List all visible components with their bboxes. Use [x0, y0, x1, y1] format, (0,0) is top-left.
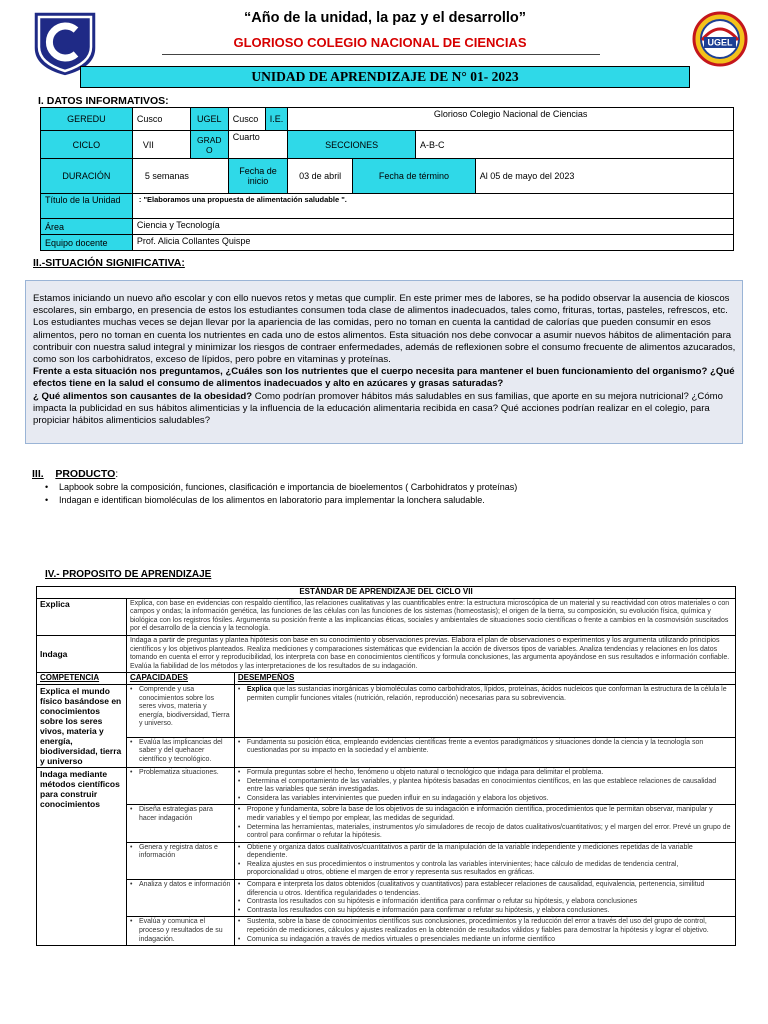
competencia-indaga: Indaga mediante métodos científicos para construir conocimientos [37, 767, 127, 945]
desempeno-item: • Fundamenta su posición ética, empleando evidencias científicas frente a eventos paradigmáticos y situaciones donde la ciencia y la tecnología son cuestionadas por su impacto en la sociedad y el ambiente. [238, 739, 732, 756]
document-header [0, 0, 768, 70]
col-header-capacidades: CAPACIDADES [126, 673, 234, 685]
estandar-indaga-label: Indaga [37, 635, 127, 672]
secciones-value: A-B-C [415, 131, 733, 159]
capacidad-item: • Comprende y usa conocimientos sobre los seres vivos, materia y energía, biodiversidad, Tierra y universo. [130, 686, 231, 729]
ugel-label: UGEL [190, 108, 228, 131]
duracion-label: DURACIÓN [41, 159, 133, 194]
capacidad-item: • Evalúa y comunica el proceso y resultados de su indagación. [130, 918, 231, 944]
desempeno-item: • Propone y fundamenta, sobre la base de los objetivos de su indagación e información científica, procedimientos que le permitan observar, manipular y medir variables y el tiempo por emplear, las medidas de seguridad. [238, 806, 732, 823]
desempeno-bold-verb: Explica [246, 685, 272, 693]
capacidad-item: • Evalúa las implicancias del saber y del quehacer científico y tecnológico. [130, 739, 231, 765]
estandar-header: ESTÁNDAR DE APRENDIZAJE DEL CICLO VII [37, 587, 736, 599]
situacion-question-rest: Como podrían promover hábitos más saludables en sus familias, que aporte en su mejora nutricional? ¿Cómo impacta la publicidad en sus hábitos alimenticias y la influencia de la educación alimentaria recibida en casa? Qué acciones podrían realizar en el colegio, para propiciar hábitos alimenticios saludables? [33, 390, 723, 427]
desempeno-item: • Contrasta los resultados con su hipótesis e información para confirmar o refutar su hipótesis, y elabora conclusiones. [238, 907, 732, 916]
table-row [126, 805, 234, 842]
fecha-termino-value: Al 05 de mayo del 2023 [475, 159, 733, 194]
fecha-inicio-value: 03 de abril [288, 159, 353, 194]
gerendu-label: GEREDU [41, 108, 133, 131]
capacidad-item: • Genera y registra datos e información [130, 844, 231, 861]
desempeno-item: • Determina las herramientas, materiales, instrumentos y/o simuladores de recojo de datos cualitativos/cuantitativos; y el margen del error. Prevé un grupo de control para confirmar o refutar la hipótesis. [238, 824, 732, 841]
table-row [234, 842, 735, 879]
section-situacion-title: II.-SITUACIÓN SIGNIFICATIVA: [33, 257, 185, 269]
desempeno-item [238, 686, 732, 703]
proposito-table [36, 586, 736, 946]
ie-value: Glorioso Colegio Nacional de Ciencias [288, 108, 734, 131]
desempeno-item: • Considera las variables intervinientes que pueden influir en su indagación y elabora los objetivos. [238, 795, 732, 804]
grado-value: Cuarto [228, 131, 288, 159]
capacidad-item: • Problematiza situaciones. [130, 769, 231, 778]
table-row [234, 880, 735, 917]
datos-informativos-table [40, 107, 734, 251]
table-row [126, 917, 234, 946]
desempeno-item: • Sustenta, sobre la base de conocimientos científicos sus conclusiones, procedimientos y la reducción del error a través del uso del grupo de control, repetición de mediciones, cálculos y ajustes realizados en la obtención de resultados válidos y fiables para demostrar la hipótesis y lograr el objetivo. [238, 918, 732, 935]
estandar-explica-text: Explica, con base en evidencias con respaldo científico, las relaciones cualitativas y las cuantificables entre: la estructura microscópica de un material y su reactividad con otros materiales o con campos y ondas; la información genética, las funciones de las células con las funciones de los sistemas (homeostasis); el origen de la tierra, su composición, su evolución física, química y biológica con los registros fósiles. Argumenta su posición frente a las implicancias éticas, sociales y ambientales de situaciones socio científicas o frente a cambios en la cosmovisión suscitados por el desarrollo de la ciencia y la tecnología. [126, 598, 735, 635]
ugel-seal-logo [690, 10, 750, 68]
producto-label: PRODUCTO [55, 468, 116, 480]
desempeno-text: que las sustancias inorgánicas y biomoléculas como carbohidratos, lípidos, proteínas, ácidos nucleicos que conforman la estructura de la célula le permiten cumplir funciones vitales (nutrición, relación, reproducción) necesarias para su sobrevivencia. [246, 685, 727, 702]
year-motto: “Año de la unidad, la paz y el desarrollo” [243, 10, 526, 26]
col-header-desempenos: DESEMPEÑOS [234, 673, 735, 685]
fecha-termino-label: Fecha de término [353, 159, 476, 194]
desempeno-item: • Contrasta los resultados con su hipótesis e información identifica para confirmar o refutar su hipótesis, y elabora conclusiones [238, 898, 732, 907]
grado-label: GRADO [190, 131, 228, 159]
table-row [126, 880, 234, 917]
college-name: GLORIOSO COLEGIO NACIONAL DE CIENCIAS [233, 35, 527, 50]
ciclo-label: CICLO [41, 131, 133, 159]
titulo-unidad-value: : "Elaboramos una propuesta de alimentación saludable ". [132, 194, 733, 219]
table-row [126, 767, 234, 804]
situacion-question-bold: ¿ Qué alimentos son causantes de la obesidad? [33, 390, 253, 402]
area-label: Área [41, 219, 133, 235]
competencia-explica: Explica el mundo físico basándose en conocimientos sobre los seres vivos, materia y energía, biodiversidad, tierra y universo [37, 684, 127, 767]
estandar-indaga-text: Indaga a partir de preguntas y plantea hipótesis con base en su conocimiento y observaciones previas. Elabora el plan de observaciones o experimentos y los argumenta utilizando principios científicos y los objetivos planteados. Realiza mediciones y comparaciones sistemáticas que evidencian la acción de diversos tipos de variables. Analiza tendencias y relaciones en los datos tomando en cuenta el error y reproducibilidad, los interpreta con base en conocimientos científicos y formula conclusiones, las argumenta apoyándose en sus resultados e información confiable. Evalúa la fiabilidad de los métodos y las interpretaciones de los resultados de su indagación. [126, 635, 735, 672]
header-divider [162, 54, 600, 55]
section-producto-title [32, 468, 118, 480]
table-row [126, 842, 234, 879]
desempeno-item: • Compara e interpreta los datos obtenidos (cualitativos y cuantitativos) para establecer relaciones de causalidad, equivalencia, pertenencia, similitud diferencia u otros. Identifica regularidades o tendencias. [238, 881, 732, 898]
table-row [126, 737, 234, 767]
section-datos-title: I. DATOS INFORMATIVOS: [38, 95, 169, 107]
situacion-questions: Frente a esta situación nos preguntamos, ¿Cuáles son los nutrientes que el cuerpo necesita para mantener el buen funcionamiento del organismo? ¿Qué efectos tiene en la salud el consumo de alimentos inadecuados y alto en azúcares y grasas saturadas? [33, 366, 735, 390]
fecha-inicio-label: Fecha de inicio [228, 159, 288, 194]
producto-colon: : [115, 468, 119, 480]
ugel-value: Cusco [228, 108, 265, 131]
col-header-competencia: COMPETENCIA [37, 673, 127, 685]
table-row [234, 767, 735, 804]
gerendu-value: Cusco [132, 108, 190, 131]
situacion-paragraph: Estamos iniciando un nuevo año escolar y con ello nuevos retos y metas que cumplir. En este primer mes de labores, se ha podido observar la ausencia de kioscos escolares, sin embargo, en presencia de estos los estudiantes consumen toda clase de alimentos inadecuados, tales como, frituras, tortas, pasteles, refrescos, etc. Los estudiantes muchas veces se dejan llevar por la apariencia de las comidas, pero no toman en cuenta la cantidad de calorías que pueden consumir en esos alimentos, pero no toman en cuenta los nutrientes en cada uno de estos alimentos. Esta situación nos debe convocar a asumir nuevos hábitos de alimentación para contribuir con nuestra salud integral y minimizar los riesgos de contraer enfermedades, además de reflexionen sobre el consumo frecuente de alimentos azucarados, como son los carbohidratos, exceso de lípidos, pero pobre en vitaminas y proteínas. [33, 293, 736, 366]
capacidad-item: • Diseña estrategias para hacer indagación [130, 806, 231, 823]
situacion-questions-2 [33, 391, 736, 428]
table-row [234, 737, 735, 767]
table-row [234, 917, 735, 946]
desempeno-item: • Determina el comportamiento de las variables, y plantea hipótesis basadas en conocimientos científicos, en las que establece relaciones de causalidad entre las variables que serán investigadas. [238, 778, 732, 795]
desempeno-item: • Obtiene y organiza datos cualitativos/cuantitativos a partir de la manipulación de la variable independiente y mediciones repetidas de la variable dependiente. [238, 844, 732, 861]
table-row [234, 684, 735, 737]
producto-number: III. [32, 468, 44, 480]
area-value: Ciencia y Tecnología [132, 219, 733, 235]
producto-list [45, 481, 517, 506]
equipo-docente-label: Equipo docente [41, 235, 133, 251]
desempeno-item: • Formula preguntas sobre el hecho, fenómeno u objeto natural o tecnológico que indaga para delimitar el problema. [238, 769, 732, 778]
titulo-unidad-label: Título de la Unidad [41, 194, 133, 219]
ciclo-value: VII [132, 131, 190, 159]
secciones-label: SECCIONES [288, 131, 416, 159]
equipo-docente-value: Prof. Alicia Collantes Quispe [132, 235, 733, 251]
list-item: • Indagan e identifican biomoléculas de los alimentos en laboratorio para implementar la lonchera saludable. [45, 494, 517, 507]
ugel-logo-text: UGEL [707, 37, 733, 48]
list-item: • Lapbook sobre la composición, funciones, clasificación e importancia de bioelementos ( Carbohidratos y proteínas) [45, 481, 517, 494]
capacidad-item: • Analiza y datos e información [130, 881, 231, 890]
unit-title-banner: UNIDAD DE APRENDIZAJE DE N° 01- 2023 [80, 66, 690, 88]
table-row [234, 805, 735, 842]
table-row [126, 684, 234, 737]
ie-label: I.E. [265, 108, 288, 131]
desempeno-item: • Comunica su indagación a través de medios virtuales o presenciales mediante un informe científico [238, 936, 732, 945]
desempeno-item: • Realiza ajustes en sus procedimientos o instrumentos y controla las variables intervinientes; hace cálculo de medidas de tendencia central, proporcionalidad u otros, obtiene el margen de error y representa sus resultados en gráficas. [238, 861, 732, 878]
section-proposito-title: IV.- PROPOSITO DE APRENDIZAJE [45, 569, 212, 580]
estandar-explica-label: Explica [37, 598, 127, 635]
duracion-value: 5 semanas [132, 159, 228, 194]
situacion-significativa-box [25, 280, 743, 444]
